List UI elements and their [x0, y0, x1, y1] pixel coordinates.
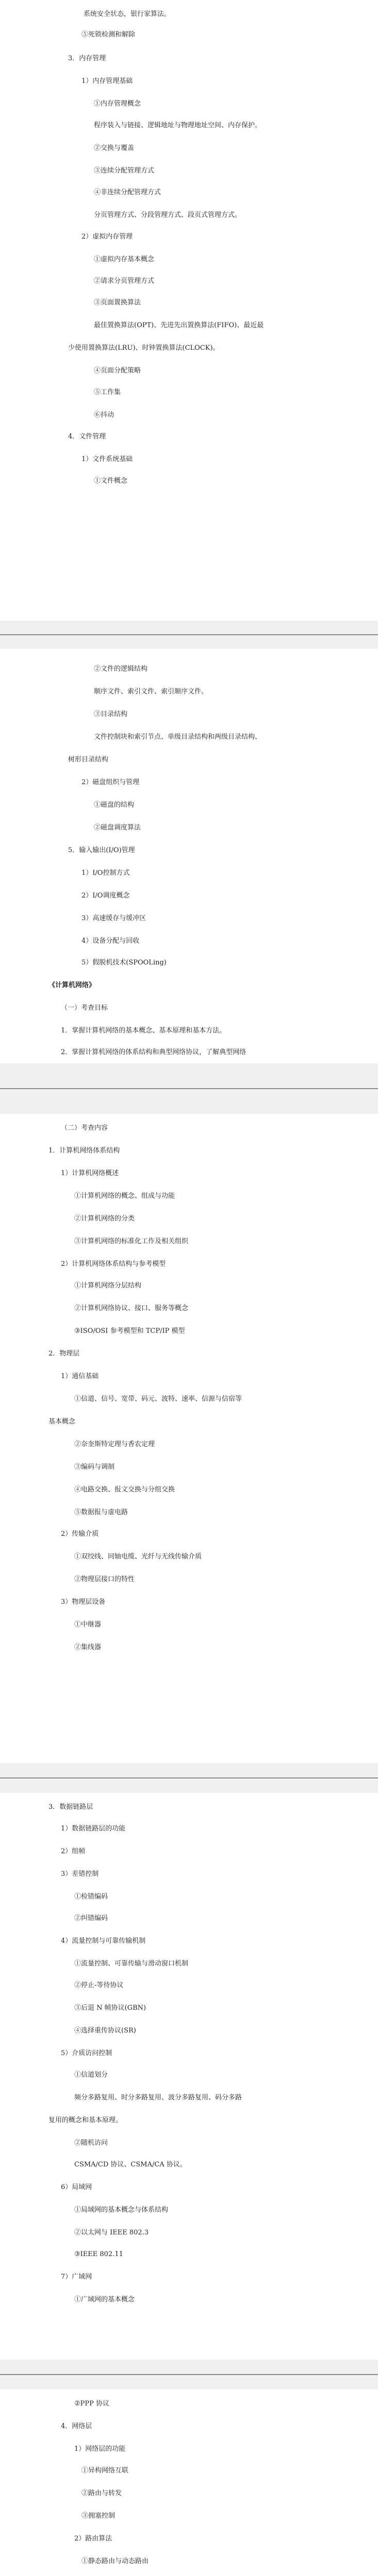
text-line: ③拥塞控制: [81, 2512, 116, 2520]
text-line: 2）磁盘组织与管理: [81, 778, 140, 786]
text-line: ①检错编码: [74, 1893, 108, 1901]
text-line: 2）虚拟内存管理: [81, 233, 133, 241]
text-line: 系统安全状态，银行家算法。: [84, 10, 171, 18]
text-line: 5）介质访问控制: [61, 2049, 112, 2057]
text-line: 顺序文件、索引文件、索引顺序文件。: [94, 688, 208, 696]
text-line: ①中继器: [74, 1621, 102, 1629]
page-break: [0, 2360, 378, 2389]
text-line: 4）流量控制与可靠传输机制: [61, 1937, 146, 1945]
text-line: 4．文件管理: [68, 433, 106, 440]
text-line: CSMA/CD 协议、CSMA/CA 协议。: [74, 2161, 187, 2168]
text-line: ①广域网的基本概念: [74, 2296, 135, 2303]
text-line: ⑤工作集: [94, 388, 121, 396]
text-line: ④选择重传协议(SR): [74, 2027, 136, 2035]
text-line: ②计算机网络协议、接口、服务等概念: [74, 1304, 189, 1312]
text-line: ①文件概念: [94, 477, 128, 485]
text-line: ①虚拟内存基本概念: [94, 256, 155, 263]
text-line: 2）传输介质: [61, 1530, 99, 1538]
text-line: ①计算机网络分层结构: [74, 1282, 142, 1290]
text-line: ③连续分配管理方式: [94, 167, 155, 175]
text-line: ②随机访问: [74, 2139, 108, 2147]
text-line: 3）物理层设备: [61, 1598, 106, 1606]
page-4: [0, 1793, 378, 2360]
text-line: 1）I/O控制方式: [81, 869, 130, 877]
text-line: 7）广域网: [61, 2273, 92, 2281]
text-line: ④页面分配策略: [94, 367, 141, 375]
text-line: ②以太网与 IEEE 802.3: [74, 2229, 149, 2236]
text-line: 2）I/O调度概念: [81, 892, 130, 900]
text-line: 1）数据链路层的功能: [61, 1825, 126, 1833]
text-line: ②磁盘调度算法: [94, 824, 141, 832]
text-line: ①静态路由与动态路由: [81, 2557, 149, 2565]
text-line: 1）网络层的功能: [74, 2445, 126, 2453]
text-line: 1）文件系统基础: [81, 455, 133, 463]
text-line: 程序装入与链接、逻辑地址与物理地址空间、内存保护。: [94, 122, 262, 129]
text-line: ①双绞线、同轴电缆、光纤与无线传输介质: [74, 1553, 202, 1561]
text-line: ③页面置换算法: [94, 299, 141, 307]
text-line: 4）设备分配与回收: [81, 937, 140, 945]
text-line: 2）计算机网络体系结构与参考模型: [61, 1260, 166, 1268]
text-line: ②文件的逻辑结构: [94, 665, 148, 673]
text-line: ①计算机网络的概念、组成与功能: [74, 1192, 175, 1200]
text-line: 《计算机网络》: [48, 981, 96, 989]
text-line: ③计算机网络的标准化工作及相关组织: [74, 1238, 189, 1245]
text-line: 1．计算机网络体系结构: [48, 1147, 120, 1155]
text-line: 2）组帧: [61, 1848, 86, 1855]
text-line: 3）高速缓存与缓冲区: [81, 914, 146, 922]
text-line: 5．输入输出(I/O)管理: [68, 846, 135, 854]
text-line: 1）内存管理基础: [81, 77, 133, 85]
page-5: [0, 2389, 378, 2576]
text-line: 最佳置换算法(OPT)、先进先出置换算法(FIFO)、最近最: [94, 321, 264, 329]
text-line: ①局域网的基本概念与体系结构: [74, 2206, 169, 2214]
text-line: 1）通信基础: [61, 1372, 99, 1380]
page-3: [0, 1114, 378, 1763]
text-line: ①信道划分: [74, 2071, 108, 2079]
text-line: （一）考查目标: [61, 1004, 108, 1012]
text-line: ②纠错编码: [74, 1914, 108, 1922]
text-line: 2．物理层: [48, 1350, 80, 1358]
text-line: 3．数据链路层: [48, 1803, 93, 1811]
text-line: ①异构网络互联: [81, 2467, 129, 2475]
text-line: ③ISO/OSI 参考模型和 TCP/IP 模型: [74, 1327, 185, 1335]
text-line: 少使用置换算法(LRU)、时钟置换算法(CLOCK)。: [68, 344, 220, 352]
text-line: ②请求分页管理方式: [94, 277, 155, 285]
text-line: 文件控制块和索引节点、单级目录结构和两级目录结构、: [94, 733, 262, 741]
text-line: ③编码与调制: [74, 1463, 115, 1471]
text-line: 1）计算机网络概述: [61, 1170, 119, 1177]
text-line: 1．掌握计算机网络的基本概念、基本原理和基本方法。: [61, 1027, 226, 1035]
text-line: ②计算机网络的分类: [74, 1215, 135, 1223]
text-line: 5）假脱机技术(SPOOLing): [81, 959, 167, 967]
text-line: ②路由与转发: [81, 2489, 122, 2497]
text-line: 基本概念: [48, 1418, 76, 1426]
text-line: （二）考查内容: [61, 1124, 108, 1132]
page-break: [0, 621, 378, 649]
page-break: [0, 1063, 378, 1114]
text-line: ⑥抖动: [94, 411, 114, 419]
text-line: 树形目录结构: [68, 756, 109, 764]
text-line: 6）局域网: [61, 2183, 92, 2191]
text-line: 频分多路复用、时分多路复用、波分多路复用、码分多路: [74, 2094, 242, 2102]
text-line: 2）路由算法: [74, 2535, 112, 2543]
text-line: ⑤死锁检测和解除: [81, 31, 136, 39]
text-line: 3．内存管理: [68, 55, 106, 62]
text-line: 分页管理方式、分段管理方式、段页式管理方式。: [94, 211, 242, 219]
text-line: 4．网络层: [61, 2422, 92, 2430]
text-line: ②集线器: [74, 1643, 102, 1651]
text-line: ②停止-等待协议: [74, 1981, 124, 1989]
page-2: [0, 649, 378, 1063]
text-line: ①磁盘的结构: [94, 801, 135, 809]
text-line: ②PPP 协议: [74, 2400, 110, 2408]
text-line: ②物理层接口的特性: [74, 1575, 135, 1583]
text-line: ①流量控制、可靠传输与滑动窗口机制: [74, 1960, 189, 1968]
text-line: ③后退 N 帧协议(GBN): [74, 2004, 146, 2012]
text-line: ②交换与覆盖: [94, 144, 135, 152]
page-1: [0, 0, 378, 621]
text-line: ④非连续分配管理方式: [94, 189, 161, 196]
text-line: 2．掌握计算机网络的体系结构和典型网络协议，了解典型网络: [61, 1048, 246, 1056]
text-line: ③目录结构: [94, 710, 128, 718]
text-line: ④电路交换、报文交换与分组交换: [74, 1486, 175, 1494]
text-line: ①内存管理概念: [94, 100, 141, 108]
text-line: ①信道、信号、宽带、码元、波特、速率、信源与信宿等: [74, 1395, 242, 1403]
text-line: 复用的概念和基本原理。: [48, 2116, 123, 2124]
text-line: 3）差错控制: [61, 1870, 99, 1878]
text-line: ②奈奎斯特定理与香农定理: [74, 1440, 155, 1448]
page-break: [0, 1763, 378, 1793]
text-line: ⑤数据报与虚电路: [74, 1509, 128, 1516]
text-line: ③IEEE 802.11: [74, 2250, 123, 2258]
